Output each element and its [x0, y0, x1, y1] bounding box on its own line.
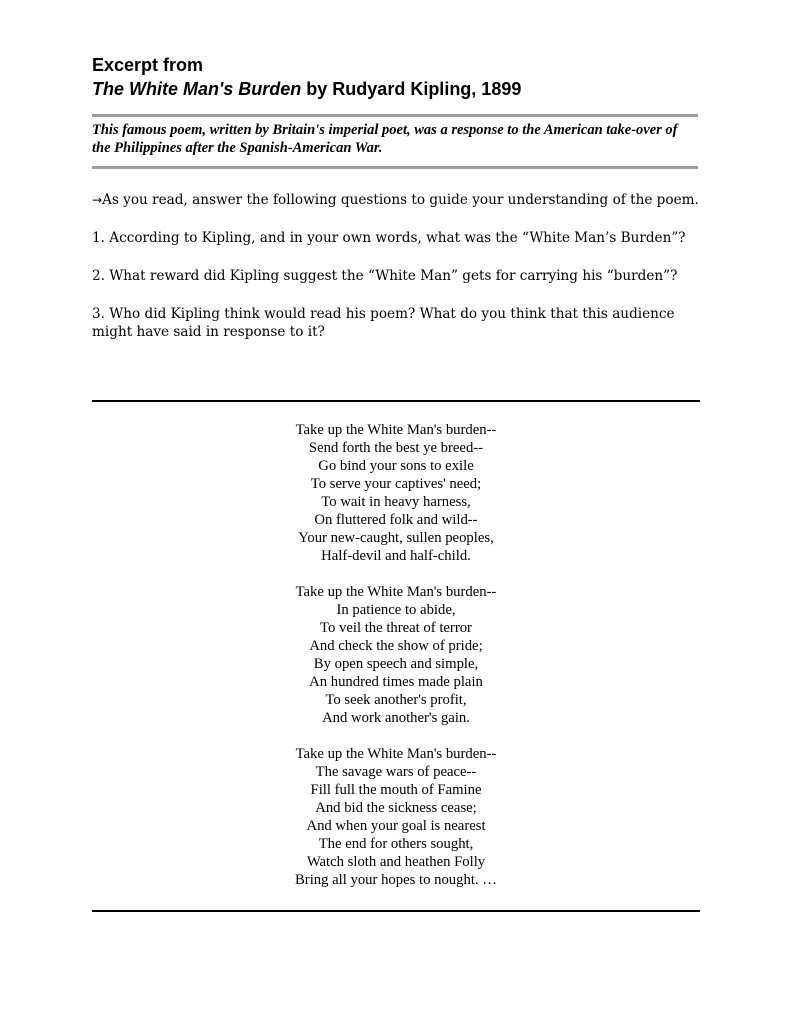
poem-line: Send forth the best ye breed--: [308, 440, 484, 456]
poem-line: Take up the White Man's burden--: [295, 584, 497, 600]
questions-section: [92, 191, 700, 341]
poem-line: The end for others sought,: [318, 836, 474, 852]
poem-line: Half-devil and half-child.: [321, 548, 471, 564]
poem-line: Take up the White Man's burden--: [295, 422, 497, 438]
poem-line: Your new-caught, sullen peoples,: [298, 530, 494, 546]
poem-line: Take up the White Man's burden--: [295, 746, 497, 762]
poem-stanza-2: [92, 583, 700, 727]
worksheet-page: [92, 0, 700, 1024]
poem-line: Watch sloth and heathen Folly: [306, 854, 486, 870]
poem-line: To seek another's profit,: [325, 692, 467, 708]
poem-title: The White Man's Burden: [92, 79, 302, 99]
title-line-excerpt: Excerpt from: [92, 55, 204, 75]
poem-line: On fluttered folk and wild--: [314, 512, 478, 528]
poem-stanza-3: [92, 745, 700, 889]
top-divider: [92, 114, 698, 117]
poem-line: Go bind your sons to exile: [318, 458, 474, 474]
arrow-right-icon: →: [92, 193, 103, 207]
poem-line: And check the show of pride;: [309, 638, 483, 654]
poem-excerpt: [92, 421, 700, 907]
intro-divider: [92, 166, 698, 169]
poem-line: To veil the threat of terror: [320, 620, 472, 636]
poem-bottom-rule: [92, 910, 700, 912]
poem-line: Bring all your hopes to nought. …: [295, 872, 497, 888]
poem-line: To wait in heavy harness,: [321, 494, 471, 510]
poem-line: And when your goal is nearest: [306, 818, 486, 834]
question-1: 1. According to Kipling, and in your own words, what was the “White Man’s Burden”?: [92, 230, 686, 246]
page-title: [92, 53, 521, 101]
question-2: 2. What reward did Kipling suggest the “White Man” gets for carrying his “burden”?: [92, 268, 678, 284]
poem-line: Fill full the mouth of Famine: [310, 782, 482, 798]
question-3: 3. Who did Kipling think would read his poem? What do you think that this audience might have said in response to it?: [92, 306, 675, 340]
instructions-text: As you read, answer the following questions to guide your understanding of the poem.: [102, 192, 699, 208]
title-byline: by Rudyard Kipling, 1899: [301, 79, 522, 99]
instructions: [92, 191, 700, 209]
intro-paragraph: This famous poem, written by Britain's imperial poet, was a response to the American take-over of the Philippines after the Spanish-American War.: [92, 122, 678, 156]
poem-line: The savage wars of peace--: [315, 764, 477, 780]
title-line-work: [92, 77, 521, 101]
poem-line: And work another's gain.: [322, 710, 470, 726]
poem-line: An hundred times made plain: [309, 674, 483, 690]
poem-line: To serve your captives' need;: [310, 476, 482, 492]
poem-line: In patience to abide,: [336, 602, 456, 618]
poem-top-rule: [92, 400, 700, 402]
poem-stanza-1: [92, 421, 700, 565]
poem-line: And bid the sickness cease;: [315, 800, 477, 816]
poem-line: By open speech and simple,: [313, 656, 479, 672]
